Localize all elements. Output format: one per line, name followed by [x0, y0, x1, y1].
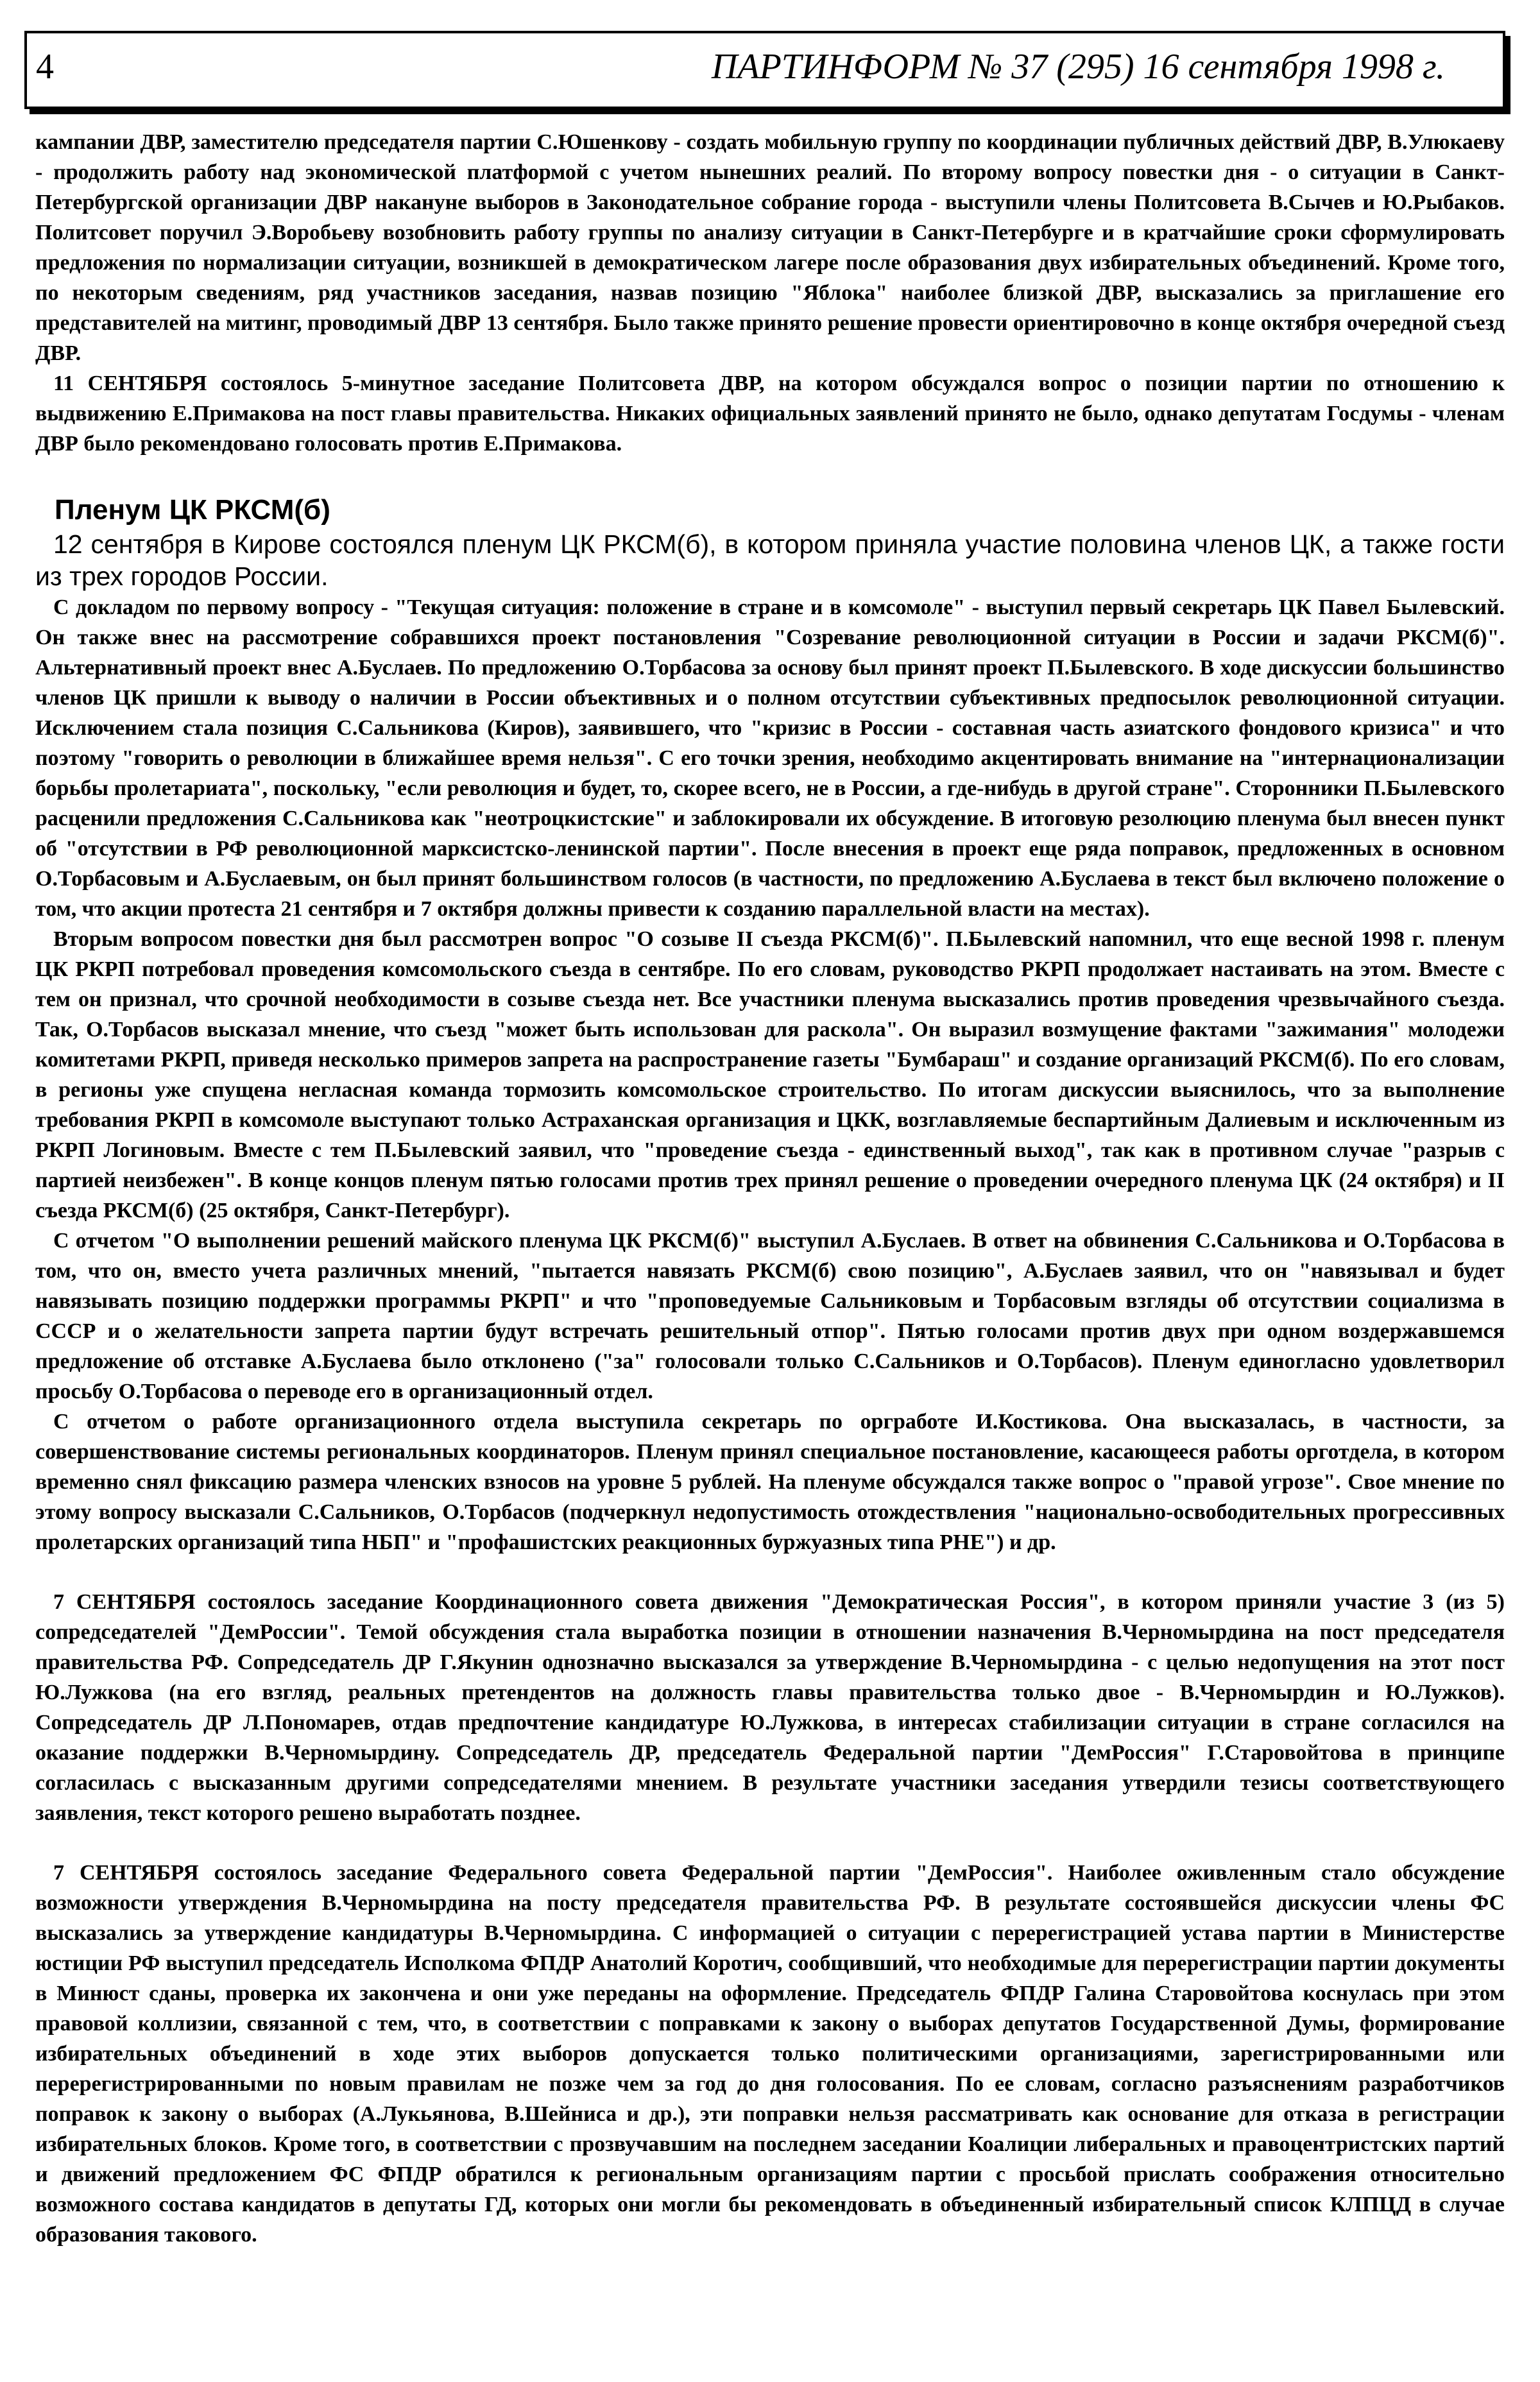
paragraph: С отчетом о работе организационного отдела выступила секретарь по оргработе И.Костикова. Она высказалась, в частности, за совершенствование системы региональных координаторов. Пленум принял специальное постановление, касающееся работы орготдела, в котором временно снял фиксацию размера членских взносов на уровне 5 рублей. На пленуме обсуждался также вопрос о "правой угрозе". Свое мнение по этому вопросу высказали С.Сальников, О.Торбасов (подчеркнул недопустимость отождествления "национально-освободительных прогрессивных пролетарских организаций типа НБП" и "профашистских реакционных буржуазных типа РНЕ") и др.: [35, 1410, 1505, 1554]
paragraph: 7 СЕНТЯБРЯ состоялось заседание Координационного совета движения "Демократическая Россия", в котором приняли участие 3 (из 5) сопредседателей "ДемРоссии". Темой обсуждения стала выработка позиции в отношении назначения В.Черномырдина на пост председателя правительства РФ. Сопредседатель ДР Г.Якунин однозначно высказался за утверждение В.Черномырдина - с целью недопущения на этот пост Ю.Лужкова (на его взгляд, реальных претендентов на должность главы правительства только двое - В.Черномырдин и Ю.Лужков). Сопредседатель ДР Л.Пономарев, отдав предпочтение кандидатуре Ю.Лужкова, в интересах стабилизации ситуации в стране согласился на оказание поддержки В.Черномырдину. Сопредседатель ДР, председатель Федеральной партии "ДемРоссия" Г.Старовойтова в принципе согласилась с высказанным другими сопредседателями мнением. В результате участники заседания утвердили тезисы соответствующего заявления, текст которого решено выработать позднее.: [35, 1590, 1505, 1825]
paragraph: С докладом по первому вопросу - "Текущая ситуация: положение в стране и в комсомоле" - выступил первый секретарь ЦК Павел Былевский. Он также внес на рассмотрение собравшихся проект постановления "Созревание революционной ситуации в России и задачи РКСМ(б)". Альтернативный проект внес А.Буслаев. По предложению О.Торбасова за основу был принят проект П.Былевского. В ходе дискуссии большинство членов ЦК пришли к выводу о наличии в России объективных и о полном отсутствии субъективных предпосылок революционной ситуации. Исключением стала позиция С.Сальникова (Киров), заявившего, что "кризис в России - составная часть азиатского фондового кризиса" и что поэтому "говорить о революции в ближайшее время нельзя". С его точки зрения, необходимо акцентировать внимание на "интернационализации борьбы пролетариата", поскольку, "если революция и будет, то, скорее всего, не в России, а где-нибудь в другой стране". Сторонники П.Былевского расценили предложения С.Сальникова как "неотроцкистские" и заблокировали их обсуждение. В итоговую резолюцию пленума был внесен пункт об "отсутствии в РФ революционной марксистско-ленинской партии". После внесения в проект еще ряда поправок, предложенных в основном О.Торбасовым и А.Буслаевым, он был принят большинством голосов (в частности, по предложению А.Буслаева в текст был включено положение о том, что акции протеста 21 сентября и 7 октября должны привести к созданию параллельной власти на местах).: [35, 596, 1505, 921]
article-body: [35, 127, 1505, 2250]
paragraph: С отчетом "О выполнении решений майского пленума ЦК РКСМ(б)" выступил А.Буслаев. В ответ на обвинения С.Сальникова и О.Торбасова в том, что он, вместо учета различных мнений, "пытается навязать РКСМ(б) свою позицию", А.Буслаев заявил, что он "навязывал и будет навязывать позицию поддержки программы РКРП" и что "проповедуемые Сальниковым и Торбасовым взгляды об отсутствии социализма в СССР и о желательности запрета партии будут встречать решительный отпор". Пятью голосами против двух при одном воздержавшемся предложение об отставке А.Буслаева было отклонено ("за" голосовали только С.Сальников и О.Торбасов). Пленум единогласно удовлетворил просьбу О.Торбасова о переводе его в организационный отдел.: [35, 1229, 1505, 1403]
paragraph: кампании ДВР, заместителю председателя партии С.Юшенкову - создать мобильную группу по координации публичных действий ДВР, В.Улюкаеву - продолжить работу над экономической платформой с учетом нынешних реалий. По второму вопросу повестки дня - о ситуации в Санкт-Петербургской организации ДВР накануне выборов в Законодательное собрание города - выступили члены Политсовета В.Сычев и Ю.Рыбаков. Политсовет поручил Э.Воробьеву возобновить работу группы по анализу ситуации в Санкт-Петербурге и в кратчайшие сроки сформулировать предложения по нормализации ситуации, возникшей в демократическом лагере после образования двух избирательных объединений. Кроме того, по некоторым сведениям, ряд участников заседания, назвав позицию "Яблока" наиболее близкой ДВР, высказались за приглашение его представителей на митинг, проводимый ДВР 13 сентября. Было также принято решение провести ориентировочно в конце октября очередной съезд ДВР.: [35, 130, 1505, 365]
section-heading: Пленум ЦК РКСМ(б): [55, 494, 330, 526]
paragraph: 11 СЕНТЯБРЯ состоялось 5-минутное заседание Политсовета ДВР, на котором обсуждался вопрос о позиции партии по отношению к выдвижению Е.Примакова на пост главы правительства. Никаких официальных заявлений принято не было, однако депутатам Госдумы - членам ДВР было рекомендовано голосовать против Е.Примакова.: [35, 372, 1505, 456]
paragraph: 7 СЕНТЯБРЯ состоялось заседание Федерального совета Федеральной партии "ДемРоссия". Наиболее оживленным стало обсуждение возможности утверждения В.Черномырдина на посту председателя правительства РФ. В результате состоявшейся дискуссии члены ФС высказались за утверждение кандидатуры В.Черномырдина. С информацией о ситуации с перерегистрацией устава партии в Министерстве юстиции РФ выступил председатель Исполкома ФПДР Анатолий Коротич, сообщивший, что необходимые для перерегистрации партии документы в Минюст сданы, проверка их закончена и они уже переданы на оформление. Председатель ФПДР Галина Старовойтова коснулась при этом правовой коллизии, связанной с тем, что, в соответствии с поправками к закону о выборах депутатов Государственной Думы, формирование избирательных объединений в ходе этих выборов допускается только политическими организациями, зарегистрированными или перерегистрированными по новым правилам не позже чем за год до дня голосования. По ее словам, согласно разъяснениям разработчиков поправок к закону о выборах (А.Лукьянова, В.Шейниса и др.), эти поправки нельзя рассматривать как основание для отказа в регистрации избирательных блоков. Кроме того, в соответствии с прозвучавшим на последнем заседании Коалиции либеральных и правоцентристских партий и движений предложением ФС ФПДР обратился к региональным организациям партии с просьбой прислать соображения относительно возможного состава кандидатов в депутаты ГД, которых они могли бы рекомендовать в объединенный избирательный список КЛПЦД в случае образования такового.: [35, 1861, 1505, 2247]
paragraph: Вторым вопросом повестки дня был рассмотрен вопрос "О созыве II съезда РКСМ(б)". П.Былевский напомнил, что еще весной 1998 г. пленум ЦК РКРП потребовал проведения комсомольского съезда в сентябре. По его словам, руководство РКРП продолжает настаивать на этом. Вместе с тем он признал, что срочной необходимости в созыве съезда нет. Все участники пленума высказались против проведения чрезвычайного съезда. Так, О.Торбасов высказал мнение, что съезд "может быть использован для раскола". Он выразил возмущение фактами "зажимания" молодежи комитетами РКРП, приведя несколько примеров запрета на распространение газеты "Бумбараш" и создание организаций РКСМ(б). По его словам, в регионы уже спущена негласная команда тормозить комсомольское строительство. По итогам дискуссии выяснилось, что за выполнение требования РКРП в комсомоле выступают только Астраханская организация и ЦКК, возглавляемые беспартийным Далиевым и исключенным из РКРП Логиновым. Вместе с тем П.Былевский заявил, что "проведение съезда - единственный выход", так как в противном случае "разрыв с партией неизбежен". В конце концов пленум пятью голосами против трех принял решение о проведении очередного пленума ЦК (24 октября) и II съезда РКСМ(б) (25 октября, Санкт-Петербург).: [35, 927, 1505, 1222]
page-number: 4: [36, 47, 54, 87]
publication-title: ПАРТИНФОРМ № 37 (295) 16 сентября 1998 г.: [711, 47, 1445, 87]
section-intro: 12 сентября в Кирове состоялся пленум ЦК РКСМ(б), в котором приняла участие половина членов ЦК, а также гости из трех городов России.: [35, 529, 1505, 591]
page-header: [24, 31, 1505, 109]
